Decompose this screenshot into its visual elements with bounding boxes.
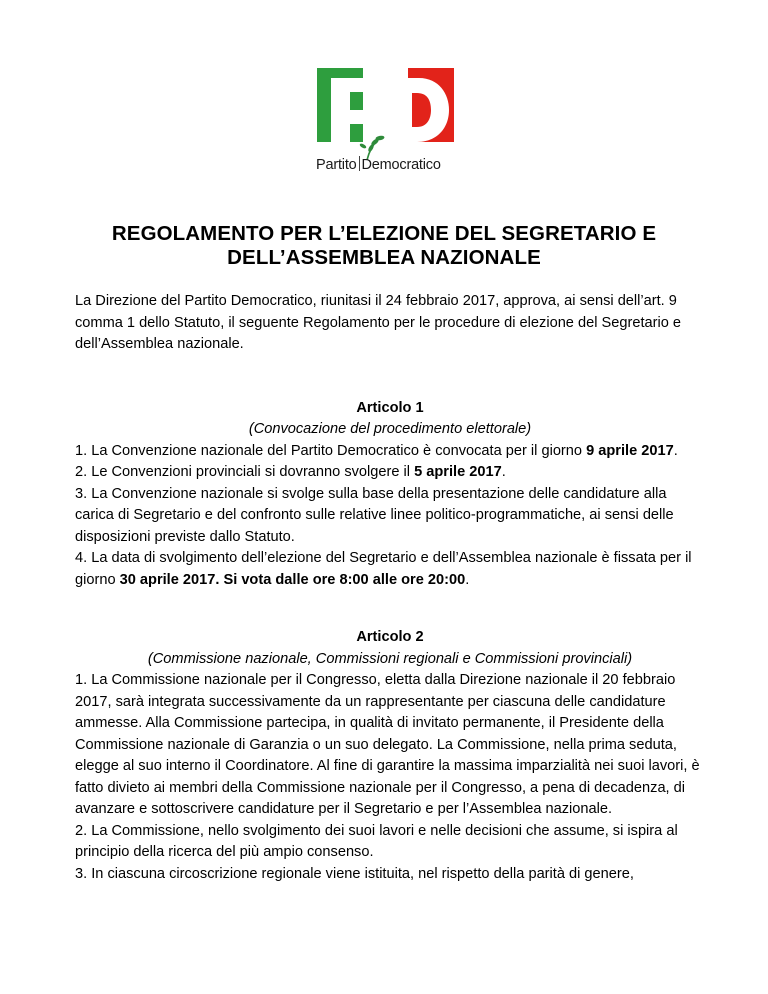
party-name-left: Partito <box>316 157 357 173</box>
document-body <box>75 291 705 885</box>
article-1-clause-3: 3. La Convenzione nazionale si svolge sulla base della presentazione delle candidature alla carica di Segretario e del confronto sulle relative linee politico-programmatiche, ai sensi delle disposizioni previste dallo Statuto. <box>75 485 674 545</box>
title-line-2: DELL’ASSEMBLEA NAZIONALE <box>227 246 541 269</box>
article-1-clause-4: 4. La data di svolgimento dell’elezione del Segretario e dell’Assemblea nazionale è fissata per il giorno 30 aprile 2017. Si vota dalle ore 8:00 alle ore 20:00. <box>75 550 692 588</box>
article-1-heading: Articolo 1 <box>356 399 424 416</box>
article-2-clause-1: 1. La Commissione nazionale per il Congresso, eletta dalla Direzione nazionale il 20 febbraio 2017, sarà integrata successivamente da un rappresentante per ciascuna delle candidature ammesse. Alla Commissione partecipa, in qualità di invitato permanente, il Presidente della Commissione nazionale di Garanzia o un suo delegato. La Commissione, nella prima seduta, elegge al suo interno il Coordinatore. Al fine di garantire la massima imparzialità nei suoi lavori, è fatto divieto ai membri della Commissione nazionale per il Congresso, a pena di decadenza, di avanzare e sottoscrivere candidature per il Segretario e per l’Assemblea nazionale. <box>75 672 700 817</box>
document-title <box>40 222 728 270</box>
party-name <box>316 156 456 173</box>
article-2-subtitle: (Commissione nazionale, Commissioni regionali e Commissioni provinciali) <box>147 650 633 667</box>
article-2-clause-2: 2. La Commissione, nello svolgimento dei suoi lavori e nelle decisioni che assume, si ispira al principio della ricerca del più ampio consenso. <box>75 822 678 860</box>
party-name-right: Democratico <box>361 157 441 173</box>
party-name-divider <box>359 156 360 171</box>
article-2-heading: Articolo 2 <box>356 629 424 645</box>
intro-paragraph: La Direzione del Partito Democratico, riunitasi il 24 febbraio 2017, approva, ai sensi dell’art. 9 comma 1 dello Statuto, il seguente Regolamento per le procedure di elezione del Segretario e dell’Assemblea nazionale. <box>75 293 682 352</box>
article-1-subtitle: (Convocazione del procedimento elettorale) <box>248 421 532 437</box>
article-1-clause-2: 2. Le Convenzioni provinciali si dovranno svolgere il 5 aprile 2017. <box>75 464 506 480</box>
article-2-clause-3: 3. In ciascuna circoscrizione regionale viene istituita, nel rispetto della parità di genere, <box>75 865 634 882</box>
title-line-1: REGOLAMENTO PER L’ELEZIONE DEL SEGRETARIO E <box>111 222 657 245</box>
article-1-clause-1: 1. La Convenzione nazionale del Partito Democratico è convocata per il giorno 9 aprile 2017. <box>75 442 678 459</box>
